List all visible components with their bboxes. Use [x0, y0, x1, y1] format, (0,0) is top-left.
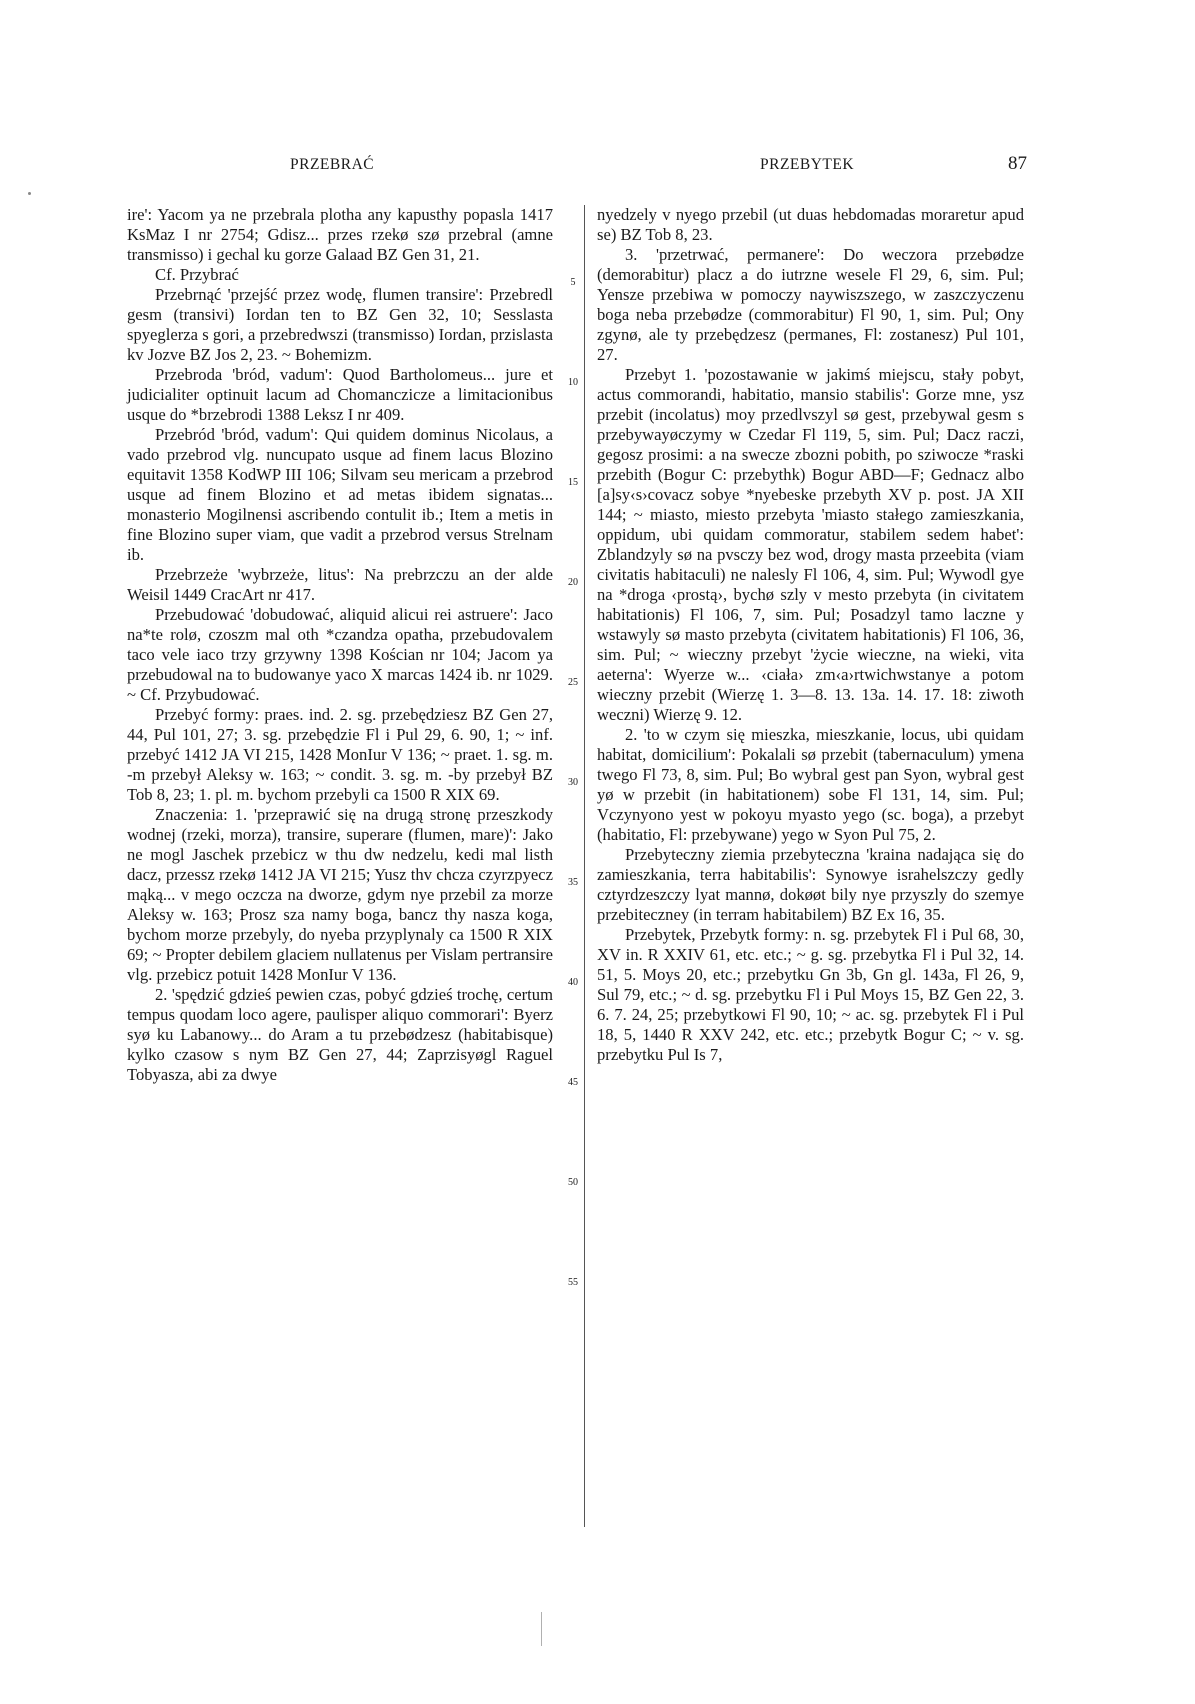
entry-przebudowac: Przebudować 'dobudować, aliquid alicui rei astruere': Jaco na*te rolø, czoszm mal oth *czandza opatha, przebudovalem taco vele iaco trzy grzywny 1398 Kościan nr 104; Jacom ya przebudowal na to budowanye yaco X marcas 1424 ib. nr 1029. ~ Cf. Przybudować.: [127, 605, 553, 704]
running-header: [0, 153, 1195, 180]
entry-przebrnac: Przebrnąć 'przejść przez wodę, flumen transire': Przebredl gesm (transivi) Iordan ten to BZ Gen 32, 10; Sesslasta spyeglerza s gori, a przebredwszi (transmisso) Iordan, przislasta kv Jozve BZ Jos 2, 23. ~ Bohemizm.: [127, 285, 553, 364]
entry-przebytek: Przebytek, Przebytk formy: n. sg. przebytek Fl i Pul 68, 30, XV in. R XXIV 61, etc. etc.; ~ g. sg. przebytka Fl i Pul 32, 14. 51, 5. Moys 20, etc.; przebytku Gn 3b, Gn gl. 143a, Fl 26, 9, Sul 79, etc.; ~ d. sg. przebytku Fl i Pul Moys 15, BZ Gen 22, 3. 6. 7. 24, 25; przebytkowi Fl 90, 10; ~ ac. sg. przebytek Fl i Pul 18, 5, 1440 R XXV 242, etc. etc.; przebytk Bogur C; ~ v. sg. przebytku Pul Is 7,: [597, 925, 1024, 1064]
entry-przebyt: Przebyt 1. 'pozostawanie w jakimś miejscu, stały pobyt, actus commorandi, habitatio, mansio stabilis': Gorze mne, ysz przebit (incolatus) moy przedlvszyl sø gest, przebywal gesm s przebywayøczymy w Czedar Fl 119, 5, sim. Pul; Dacz raczi, gegosz prosimi: a na swecze zbozni pobith, po sziwocze *raski przebith (Bogur C: przebythk) Bogur ABD—F; Gednacz albo [a]sy‹s›covacz sobye *nyebeske przebyth XV p. post. JA XII 144; ~ miasto, miesto przebyta 'miasto stałego zamieszkania, oppidum, ubi quidam commoratur, stabilem sedem habet': Zblandzyly sø na pvsczy bez wod, drogy masta przeebita (viam civitatis habitaculi) ne nalesly Fl 106, 4, sim. Pul; Wywodl gye na *droga ‹prostą›, bychø szly v mesto przebyta (in civitatem habitationis) Fl 106, 7, sim. Pul; Posadzyl tamo laczne y wstawyly sø masto przebyta (civitatem habitationis) Fl 106, 36, sim. Pul; ~ wieczny przebyt 'życie wieczne, na wieki, vita aeterna': Wyerze w... ‹ciała› zm‹a›rtwichwstanye a potom wieczny przebit (Wierzę 1. 3—8. 13. 13a. 14. 17. 18: ziwoth weczni) Wierzę 9. 12.: [597, 365, 1024, 724]
line-number: 5: [570, 277, 576, 288]
line-number: 50: [568, 1177, 578, 1188]
entry-przebyc-meaning-3: 3. 'przetrwać, permanere': Do weczora przebødze (demorabitur) placz a do iutrzne wesele Fl 29, 6, sim. Pul; Yensze przebiwa w pomoczy naywiszszego, w zaszczyczenu boga neba przebødze (commorabitur) Fl 90, 1, sim. Pul; Ony zgynø, ale ty przebędzesz (permanes, Fl: zostanesz) Pul 101, 27.: [597, 245, 1024, 364]
line-number: 35: [568, 877, 578, 888]
right-column: [597, 205, 1024, 1065]
line-number: 25: [568, 677, 578, 688]
line-number: 55: [568, 1277, 578, 1288]
line-number: 10: [568, 377, 578, 388]
entry-przebroda: Przebroda 'bród, vadum': Quod Bartholomeus... jure et judicialiter optinuit lacum ad Chomanczicze a limitacionibus usque do *brzebrodi 1388 Leksz I nr 409.: [127, 365, 553, 424]
line-number: 20: [568, 577, 578, 588]
page-number: 87: [1008, 153, 1027, 174]
entry-przebrzeze: Przebrzeże 'wybrzeże, litus': Na prebrzczu an der alde Weisil 1449 CracArt nr 417.: [127, 565, 553, 604]
scan-mark: [541, 1612, 542, 1646]
entry-cf-przybrac: Cf. Przybrać: [155, 265, 239, 284]
entry-przebyc-meaning-2: 2. 'spędzić gdzieś pewien czas, pobyć gdzieś trochę, certum tempus quodam loco agere, paulisper aliquo commorari': Byerz syø ku Labanowy... do Aram a tu przebødzesz (habitabisque) kylko czasow s nym BZ Gen 27, 44; Zaprzisyøgl Raguel Tobyasza, abi za dwye: [127, 985, 553, 1084]
line-number: 45: [568, 1077, 578, 1088]
column-divider: [584, 205, 585, 1527]
entry-przebyc-formy: Przebyć formy: praes. ind. 2. sg. przebędziesz BZ Gen 27, 44, Pul 101, 27; 3. sg. przebędzie Fl i Pul 29, 6. 90, 1; ~ inf. przebyć 1412 JA VI 215, 1428 MonIur V 136; ~ praet. 1. sg. m. -m przebył Aleksy w. 163; ~ condit. 3. sg. m. -by przebył BZ Tob 8, 23; 1. pl. m. bychom przebyli ca 1500 R XIX 69.: [127, 705, 553, 804]
line-number: 30: [568, 777, 578, 788]
right-running-head: PRZEBYTEK: [760, 156, 855, 173]
scan-mark: [28, 192, 31, 195]
entry-przebrod: Przebród 'bród, vadum': Qui quidem dominus Nicolaus, a vado przebrod vlg. nuncupato usque ad finem lacus Blozino equitavit 1358 KodWP III 106; Silvam seu mericam a przebrod usque ad finem Blozino et ad metas ibidem signatas... monasterio Mogilnensi ascribendo contulit ib.; Item a metis in fine Blozino super viam, que vadit a przebrod versus Strelnam ib.: [127, 425, 553, 564]
line-number: 40: [568, 977, 578, 988]
left-running-head: PRZEBRAĆ: [290, 156, 375, 173]
entry-continuation: ire': Yacom ya ne przebrala plotha any kapusthy popasla 1417 KsMaz I nr 2754; Gdisz... przes rzekø szø przebral (amne transmisso) i gechal ku gorze Galaad BZ Gen 31, 21.: [127, 205, 553, 264]
entry-przebyteczny: Przebyteczny ziemia przebyteczna 'kraina nadająca się do zamieszkania, terra habitabilis': Synowye israhelszczy gedly cztyrdzeszczy lyat mannø, dokøøt bily nye przyszly do szemye przebiteczney (in terram habitabilem) BZ Ex 16, 35.: [597, 845, 1024, 924]
entry-przebyc-meaning-1: Znaczenia: 1. 'przeprawić się na drugą stronę przeszkody wodnej (rzeki, morza), transire, superare (flumen, mare)': Jako ne mogl Jaschek przebicz w thu dw nedzelu, kedi mal listh dacz, przessz rzekø 1412 JA VI 215; Yusz thv chcza czyrzpyecz mąką... v mego oczcza na dworze, gdym nye przebil za morze Aleksy w. 163; Prosz sza namy boga, bancz thy nasza koga, bychom morze przebyly, do nyeba przyplynaly ca 1500 R XIX 69; ~ Propter debilem glaciem nullatenus per Vislam pertransire vlg. przebicz potuit 1428 MonIur V 136.: [127, 805, 553, 984]
left-column: [127, 205, 553, 1085]
entry-przebyt-meaning-2: 2. 'to w czym się mieszka, mieszkanie, locus, ubi quidam habitat, domicilium': Pokalali sø przebit (tabernaculum) ymena twego Fl 73, 8, sim. Pul; Bo wybral gest pan Syon, wybral gest yø w przebit (in habitationem) sobe Fl 131, 14, sim. Pul; Vczynyono yest w pokoyu myasto yego (sc. boga), a przebyt (habitatio, Fl: przebywane) yego w Syon Pul 75, 2.: [597, 725, 1024, 844]
line-number: 15: [568, 477, 578, 488]
entry-continuation-right: nyedzely v nyego przebil (ut duas hebdomadas moraretur apud se) BZ Tob 8, 23.: [597, 205, 1024, 244]
